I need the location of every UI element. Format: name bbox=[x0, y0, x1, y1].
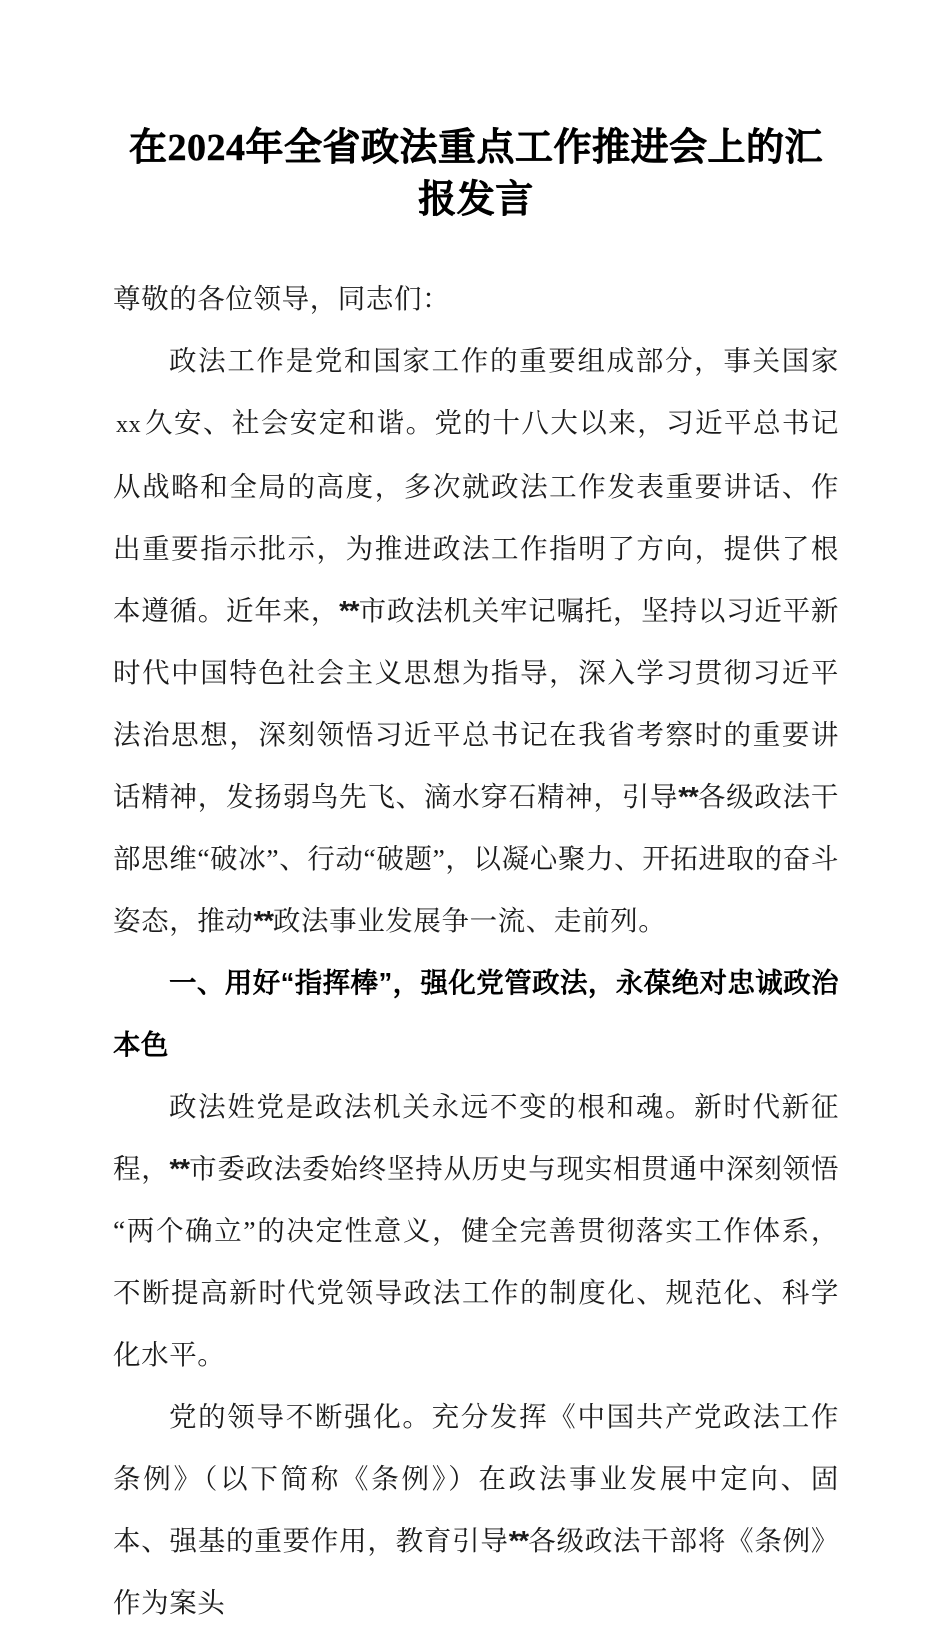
redaction-marker: ** bbox=[508, 1525, 529, 1556]
page-title: 在2024年全省政法重点工作推进会上的汇报发言 bbox=[128, 127, 823, 221]
title-spacer bbox=[113, 226, 839, 268]
redaction-marker: ** bbox=[169, 1153, 189, 1184]
redacted-latin-token: xx bbox=[116, 412, 142, 438]
salutation-line: 尊敬的各位领导，同志们： bbox=[113, 283, 451, 314]
paragraph-intro: 政法工作是党和国家工作的重要组成部分，事关国家xx 久安、社会安定和谐。党的十八大以来，习近平总书记从战略和全局的高度，多次就政法工作发表重要讲话、作出重要指示批示，为推进政法工作指明了方向，提供了根本遵循。近年来，**市政法机关牢记嘱托，坚持以习近平新时代中国特色社会主义思想为指导，深入学习贯彻习近平法治思想，深刻领悟习近平总书记在我省考察时的重要讲话精神，发扬弱鸟先飞、滴水穿石精神，引导**各级政法干部思维“破冰”、行动“破题”，以凝心聚力、开拓进取的奋斗姿态，推动**政法事业发展争一流、走前列。 bbox=[113, 345, 840, 936]
document-content-column bbox=[113, 0, 839, 1634]
redaction-marker: ** bbox=[339, 595, 359, 626]
section-heading-1: 一、用好“指挥棒”，强化党管政法，永葆绝对忠诚政治本色 bbox=[113, 967, 839, 1060]
paragraph-section1-1: 政法姓党是政法机关永远不变的根和魂。新时代新征程，**市委政法委始终坚持从历史与现实相贯通中深刻领悟“两个确立”的决定性意义，健全完善贯彻落实工作体系，不断提高新时代党领导政法工作的制度化、规范化、科学化水平。 bbox=[113, 1091, 839, 1370]
redaction-marker: ** bbox=[678, 781, 698, 812]
paragraph-section1-2: 党的领导不断强化。充分发挥《中国共产党政法工作条例》（以下简称《条例》）在政法事业发展中定向、固本、强基的重要作用，教育引导**各级政法干部将《条例》作为案头 bbox=[113, 1401, 839, 1618]
redaction-marker: ** bbox=[253, 905, 273, 936]
